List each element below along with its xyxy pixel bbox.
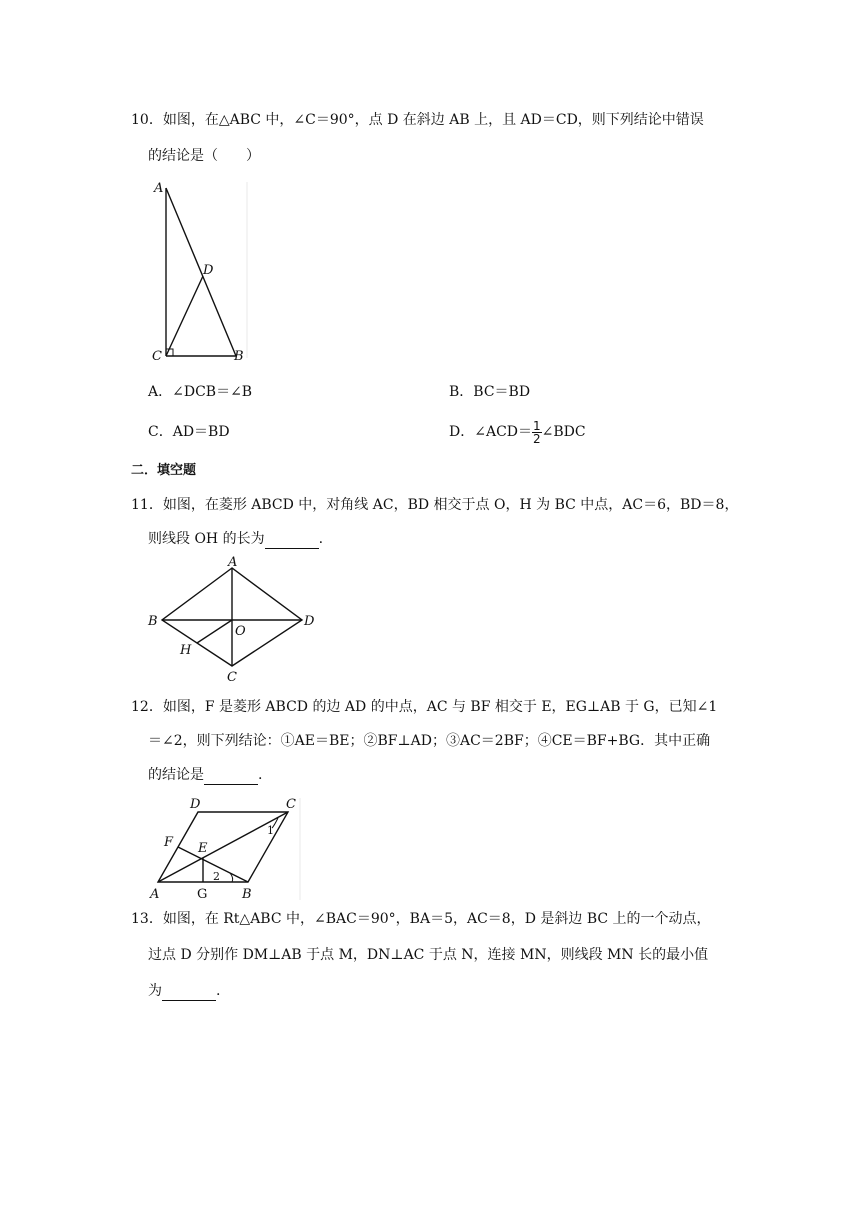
q11-label-O: O — [235, 624, 246, 639]
q11-line1: 11．如图，在菱形 ABCD 中，对角线 AC，BD 相交于点 O，H 为 BC 中点，AC＝6，BD＝8， — [131, 497, 739, 513]
q11-label-H: H — [180, 643, 192, 658]
section-title-fill-blank: 二．填空题 — [131, 463, 197, 478]
q12-label-angle1: 1 — [267, 824, 274, 837]
q12-figure — [146, 794, 306, 904]
q11-line2 — [148, 530, 323, 549]
q10-label-C: C — [152, 349, 162, 364]
q13-line3-suffix: . — [216, 983, 221, 999]
q10-line2: 的结论是（ ） — [148, 148, 260, 164]
q12-label-angle2: 2 — [213, 870, 220, 883]
q12-label-G: G — [197, 887, 208, 902]
q11-answer-blank[interactable] — [265, 530, 319, 549]
q11-segment-OH — [197, 620, 232, 643]
q10-segment-CD — [166, 276, 203, 356]
q13-answer-blank[interactable] — [162, 982, 216, 1001]
q10-fraction-denominator: 2 — [533, 431, 541, 446]
q12-label-E: E — [198, 841, 208, 856]
q12-label-B: B — [242, 887, 252, 902]
q10-line1: 10．如图，在△ABC 中，∠C＝90°，点 D 在斜边 AB 上，且 AD＝CD，则下列结论中错误 — [131, 112, 704, 128]
q11-line2-prefix: 则线段 OH 的长为 — [148, 531, 265, 547]
q10-option-b: B．BC＝BD — [449, 384, 531, 400]
q13-line3-prefix: 为 — [148, 983, 162, 999]
q12-label-C: C — [286, 797, 296, 812]
q12-line3-prefix: 的结论是 — [148, 767, 204, 783]
q12-line3 — [148, 766, 262, 785]
q10-option-d — [449, 414, 586, 450]
q10-option-d-prefix: D．∠ACD＝ — [449, 424, 533, 440]
q10-label-B: B — [234, 349, 244, 364]
q10-figure — [148, 178, 258, 364]
q13-line1: 13．如图，在 Rt△ABC 中，∠BAC＝90°，BA＝5，AC＝8，D 是斜边 BC 上的一个动点， — [131, 911, 711, 927]
q13-line3 — [148, 982, 220, 1001]
q11-figure — [144, 552, 324, 684]
q12-line2: ＝∠2，则下列结论：①AE＝BE；②BF⊥AD；③AC＝2BF；④CE＝BF+BG．其中正确 — [148, 733, 711, 749]
q10-label-A: A — [154, 181, 164, 196]
q11-label-C: C — [227, 670, 237, 684]
q12-answer-blank[interactable] — [204, 766, 258, 785]
q11-line2-suffix: . — [318, 531, 324, 547]
q12-line1: 12．如图，F 是菱形 ABCD 的边 AD 的中点，AC 与 BF 相交于 E，EG⊥AB 于 G，已知∠1 — [131, 699, 718, 715]
q10-label-D: D — [203, 263, 214, 278]
q12-label-F: F — [164, 835, 174, 850]
q11-label-A: A — [228, 555, 238, 570]
q10-option-d-fraction — [532, 420, 542, 445]
q13-line2: 过点 D 分别作 DM⊥AB 于点 M，DN⊥AC 于点 N，连接 MN，则线段 MN 长的最小值 — [148, 947, 709, 963]
q12-line3-suffix: . — [258, 767, 263, 783]
q12-label-A: A — [150, 887, 160, 902]
q10-option-d-suffix: ∠BDC — [541, 424, 586, 440]
q10-option-c: C．AD＝BD — [148, 424, 230, 440]
q10-option-a: A．∠DCB＝∠B — [148, 384, 253, 400]
q12-label-D: D — [190, 797, 201, 812]
q11-label-D: D — [304, 614, 315, 629]
q10-segment-AB — [166, 188, 236, 356]
q10-fraction-numerator: 1 — [533, 418, 541, 433]
q11-label-B: B — [148, 614, 158, 629]
